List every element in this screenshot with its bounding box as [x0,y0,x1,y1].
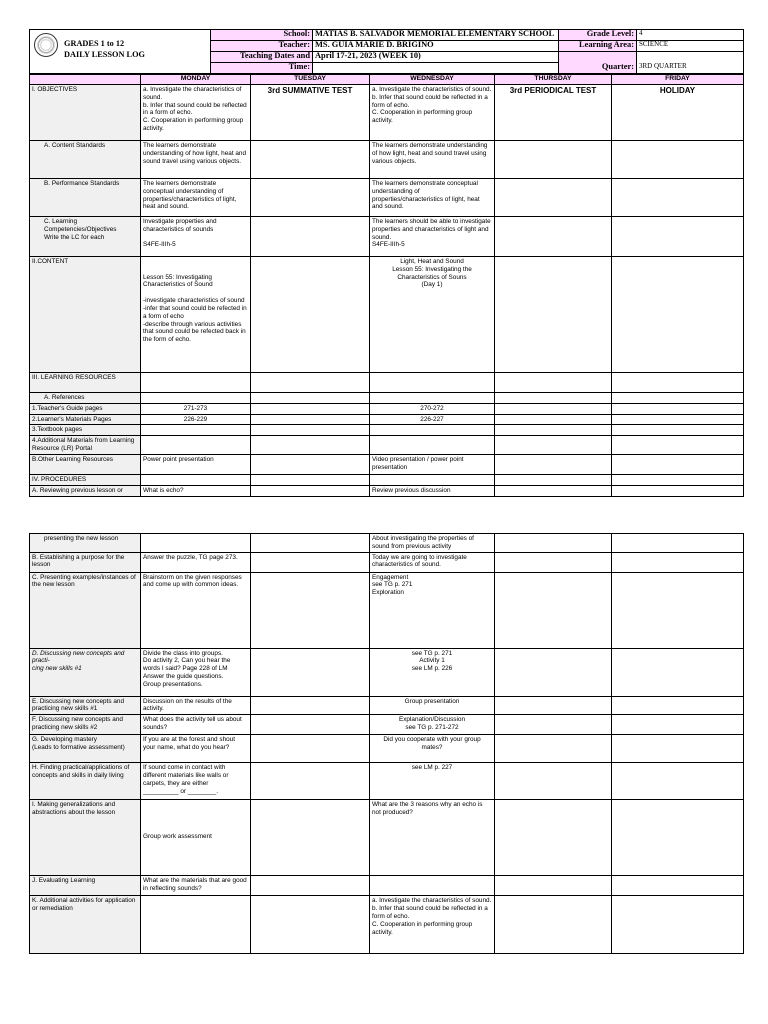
presenting-row [30,534,744,553]
grade-level-value: 4 [637,30,744,41]
holiday: HOLIDAY [612,85,744,141]
content-standards-row [30,141,744,179]
plan-table-2 [29,533,744,954]
discussing-2-row [30,696,744,715]
lesson-log-page-1 [29,29,743,497]
additional-activities-wednesday: a. Investigate the characteristics of sound. b. Infer that sound could be reflected in a form of echo. C. Cooperation in performing group activity. [370,896,495,954]
teaching-dates-value: April 17-21, 2023 (WEEK 10) [313,52,559,63]
content-standards-monday: The learners demonstrate understanding of how light, heat and sound travel using various objects. [141,141,251,179]
log-title [64,39,145,61]
practical-row [30,763,744,800]
mastery-wednesday: Did you cooperate with your group mates? [370,735,495,763]
teacher-value: MS. GUIA MARIE D. BRIGINO [313,41,559,52]
other-resources-label: B.Other Learning Resources [30,454,141,474]
quarter-spacer [559,52,637,63]
lesson-log-page-2 [29,533,743,954]
evaluating-monday: What are the materials that are good in reflecting sounds? [141,876,251,896]
lm-pages-row [30,414,744,425]
mastery-label: G. Developing mastery (Leads to formative assessment) [30,735,141,763]
evaluating-label: J. Evaluating Learning [30,876,141,896]
purpose-label: B. Establishing a purpose for the lesson [30,552,141,572]
additional-activities-row [30,896,744,954]
lm-pages-label: 2.Learner's Materials Pages [30,414,141,425]
performance-standards-label: B. Performance Standards [30,179,141,217]
learning-area-value: SCIENCE [637,41,744,52]
other-resources-row [30,454,744,474]
discussing-2-label: E. Discussing new concepts and practicing new skills #1 [30,696,141,715]
periodical-test: 3rd PERIODICAL TEST [495,85,612,141]
practical-label: H. Finding practical/applications of concepts and skills in daily living [30,763,141,800]
examples-monday: Brainstorm on the given responses and come up with common ideas. [141,572,251,648]
practical-wednesday: see LM p. 227 [370,763,495,800]
objectives-label: I. OBJECTIVES [30,85,141,141]
lm-pages-wednesday: 226-227 [370,414,495,425]
mastery-monday: If you are at the forest and shout your name, what do you hear? [141,735,251,763]
competencies-monday: Investigate properties and characteristics of sounds S4FE-IIIh-5 [141,217,251,257]
examples-row [30,572,744,648]
generalizations-label: I. Making generalizations and abstractions about the lesson [30,800,141,876]
learning-area-label: Learning Area: [559,41,637,52]
content-monday: Lesson 55: Investigating Characteristics of Sound -investigate characteristics of sound -infer that sound could be refected in a form of echo -describe through various activities that sound could be refected back in the form of echo. [141,257,251,373]
additional-activities-label: K. Additional activities for application or remediation [30,896,141,954]
day-thursday: THURSDAY [495,75,612,85]
day-wednesday: WEDNESDAY [370,75,495,85]
content-row [30,257,744,373]
school-label: School: [211,30,313,41]
additional-materials-label: 4.Additional Materials from Learning Resource (LR) Portal [30,436,141,455]
days-row [30,75,744,85]
plan-table-1 [29,74,744,497]
examples-label: C. Presenting examples/instances of the new lesson [30,572,141,648]
title-line-2: DAILY LESSON LOG [64,49,145,59]
competencies-label: C. Learning Competencies/Objectives Write the LC for each [30,217,141,257]
day-tuesday: TUESDAY [251,75,370,85]
tg-pages-label: 1.Teacher's Guide pages [30,403,141,414]
deped-seal-icon [34,33,58,57]
discussing-3-row [30,715,744,735]
corner-cell [30,75,141,85]
lm-pages-monday: 226-229 [141,414,251,425]
discussing-3-wednesday: Explanation/Discussion see TG p. 271-272 [370,715,495,735]
presenting-label: presenting the new lesson [30,534,141,553]
school-value: MATIAS B. SALVADOR MEMORIAL ELEMENTARY SCHOOL [313,30,559,41]
generalizations-wednesday: What are the 3 reasons why an echo is not produced? [370,800,495,876]
textbook-label: 3.Textbook pages [30,425,141,436]
additional-materials-row [30,436,744,455]
quarter-value: 3RD QUARTER [637,63,744,74]
discussing-2-monday: Discussion on the results of the activity. [141,696,251,715]
time-value [313,63,559,74]
tg-pages-monday: 271-273 [141,403,251,414]
discussing-1-row [30,648,744,696]
objectives-wednesday: a. Investigate the characteristics of sound. b. Infer that sound could be reflected in a form of echo. C. Cooperation in performing group activity. [370,85,495,141]
objectives-monday: a. Investigate the characteristics of sound. b. Infer that sound could be reflected in a form of echo. C. Cooperation in performing group activity. [141,85,251,141]
other-resources-monday: Power point presentation [141,454,251,474]
resources-label: III. LEARNING RESOURCES [30,373,141,393]
day-friday: FRIDAY [612,75,744,85]
discussing-1-monday: Divide the class into groups. Do activity 2, Can you hear the words I said? Page 228 of LM Answer the guide questions. Group presentations. [141,648,251,696]
generalizations-monday: Group work assessment [141,800,251,876]
examples-wednesday: Engagement see TG p. 271 Exploration [370,572,495,648]
generalizations-row [30,800,744,876]
references-row [30,393,744,404]
teacher-label: Teacher: [211,41,313,52]
reviewing-monday: What is echo? [141,485,251,496]
discussing-1-label: D. Discussing new concepts and practi- cing new skills #1 [30,648,141,696]
content-wednesday: Light, Heat and Sound Lesson 55: Investigating the Characteristics of Souns (Day 1) [370,257,495,373]
title-line-1: GRADES 1 to 12 [64,39,125,48]
competencies-row [30,217,744,257]
evaluating-row [30,876,744,896]
grade-level-label: Grade Level: [559,30,637,41]
performance-standards-monday: The learners demonstrate conceptual understanding of properties/characteristics of light, heat and sound. [141,179,251,217]
reviewing-wednesday: Review previous discussion [370,485,495,496]
quarter-label: Quarter: [559,63,637,74]
discussing-2-wednesday: Group presentation [370,696,495,715]
discussing-3-label: F. Discussing new concepts and practicing new skills #2 [30,715,141,735]
tg-pages-wednesday: 270-272 [370,403,495,414]
competencies-wednesday: The learners should be able to investigate properties and characteristics of light and sound. S4FE-IIIh-5 [370,217,495,257]
discussing-3-monday: What does the activity tell us about sounds? [141,715,251,735]
purpose-wednesday: Today we are going to investigate characteristics of sound. [370,552,495,572]
performance-standards-row [30,179,744,217]
purpose-row [30,552,744,572]
mastery-row [30,735,744,763]
tg-pages-row [30,403,744,414]
reviewing-row [30,485,744,496]
content-standards-wednesday: The learners demonstrate understanding of how light, heat and sound travel using various objects. [370,141,495,179]
discussing-1-wednesday: see TG p. 271 Activity 1 see LM p. 226 [370,648,495,696]
references-label: A. References [30,393,141,404]
content-standards-label: A. Content Standards [30,141,141,179]
objectives-row [30,85,744,141]
procedures-row [30,474,744,485]
content-label: II.CONTENT [30,257,141,373]
procedures-label: IV. PROCEDURES [30,474,141,485]
reviewing-label: A. Reviewing previous lesson or [30,485,141,496]
purpose-monday: Answer the puzzle, TG page 273. [141,552,251,572]
practical-monday: If sound come in contact with different materials like walls or carpets, they are either __________ or ________. [141,763,251,800]
teaching-dates-label: Teaching Dates and [211,52,313,63]
header-table [29,29,744,74]
presenting-wednesday: About investigating the properties of sound from previous activity [370,534,495,553]
resources-row [30,373,744,393]
day-monday: MONDAY [141,75,251,85]
textbook-row [30,425,744,436]
logo-cell [30,30,211,74]
time-label: Time: [211,63,313,74]
quarter-value-spacer [637,52,744,63]
performance-standards-wednesday: The learners demonstrate conceptual understanding of properties/characteristics of light, heat and sound. [370,179,495,217]
summative-test: 3rd SUMMATIVE TEST [251,85,370,141]
other-resources-wednesday: Video presentation / power point presentation [370,454,495,474]
